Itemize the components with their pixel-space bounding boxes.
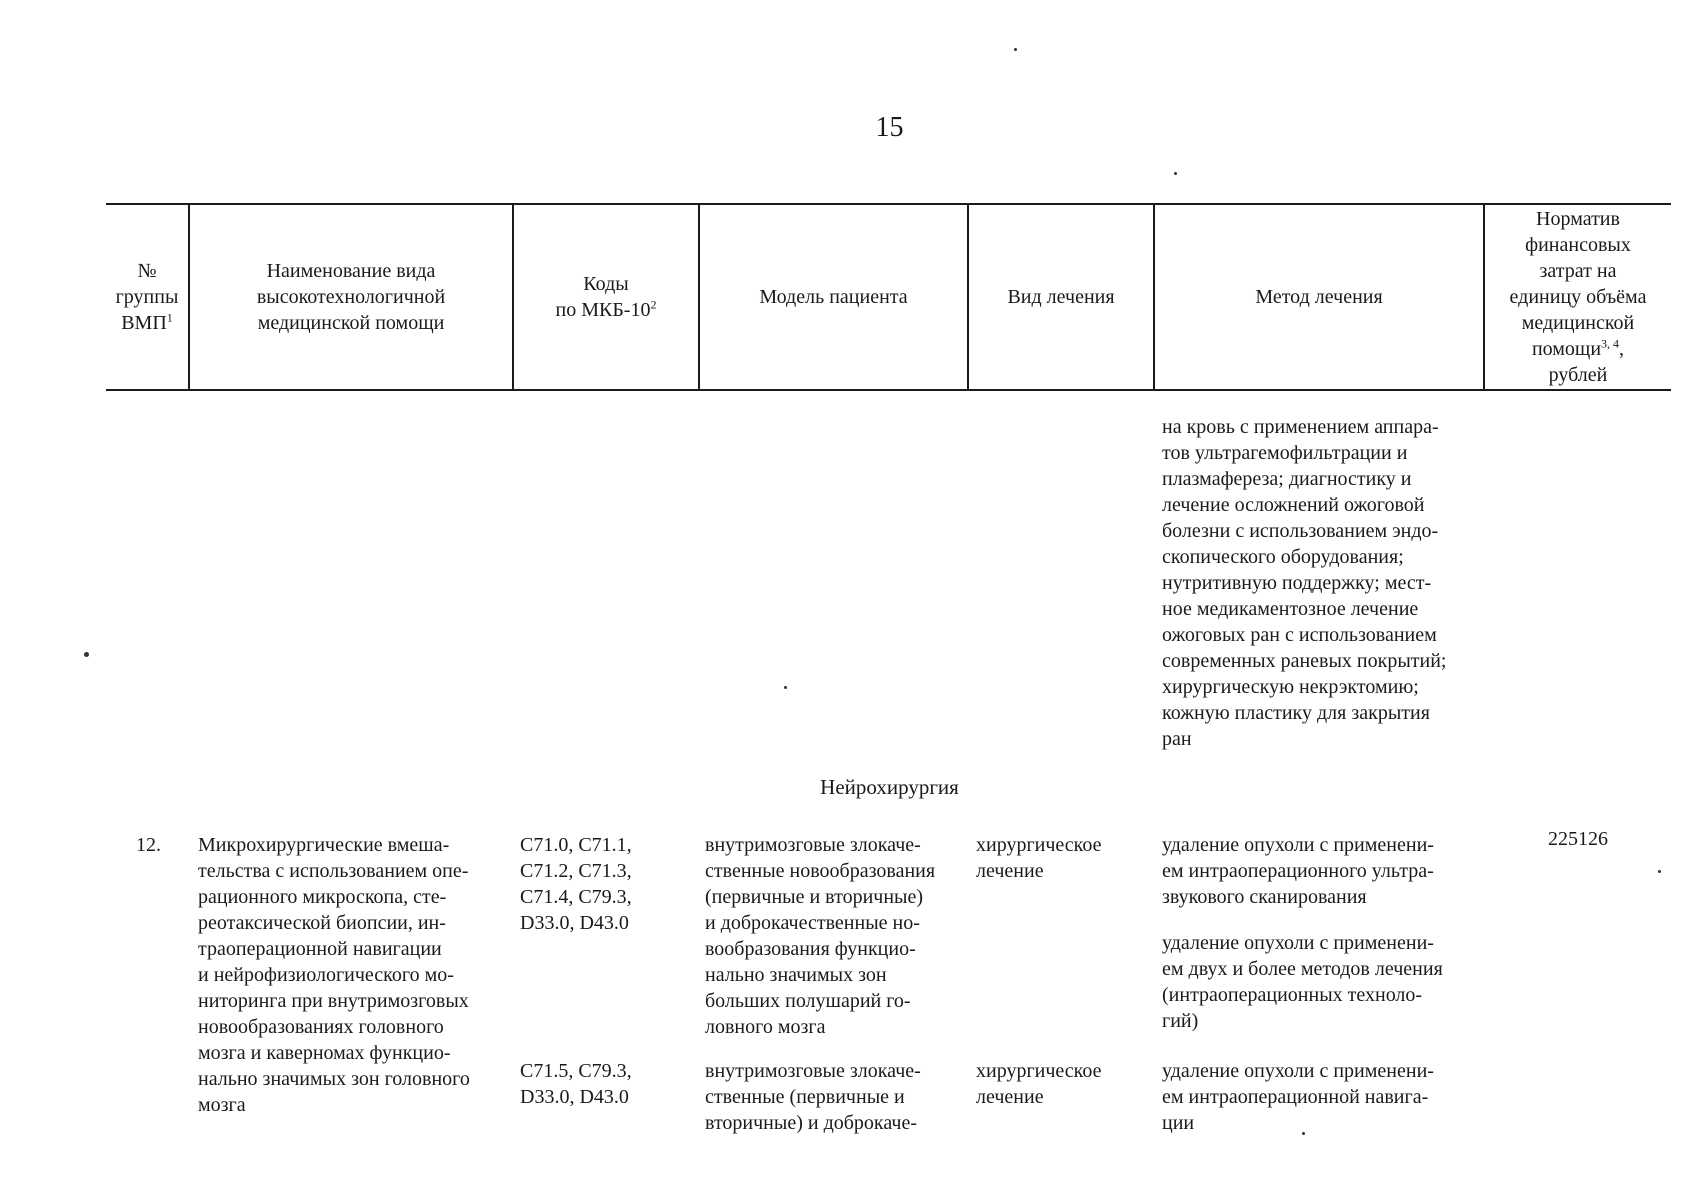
entry-method: удаление опухоли с применени- ем интраоперационной навига- ции — [1162, 1060, 1434, 1134]
entry-patient-model: внутримозговые злокаче- ственные новообразования (первичные и вторичные) и доброкачественные но- вообразования функцио- нально значимых зон больших полушарий го- ловного мозга — [705, 834, 936, 1038]
scan-speck — [1174, 172, 1177, 175]
scan-speck — [784, 686, 787, 689]
section-title: Нейрохирургия — [820, 775, 959, 799]
row-cost-norm: 225126 — [1548, 828, 1608, 850]
header-cost-norm: Норматив финансовых затрат на единицу объёма медицинской помощи$^{3, 4}$, рублей — [1509, 208, 1647, 386]
scan-speck — [1302, 1132, 1305, 1135]
entry-icd-codes: C71.5, C79.3, D33.0, D43.0 — [520, 1060, 632, 1108]
row-care-name: Микрохирургические вмеша- тельства с использованием опе- рационного микроскопа, сте- реотаксической биопсии, ин- траоперационной навигации и нейрофизиологического мо- ниторинга при внутримозговых новообразованиях головного мозга и каверномах функцио- нально значимых зон головного мозга — [198, 834, 470, 1116]
page-number: 15 — [875, 112, 904, 143]
header-group-number: № группы ВМП$^1$ — [115, 260, 179, 334]
header-patient-model: Модель пациента — [759, 286, 908, 308]
entry-patient-model: внутримозговые злокаче- ственные (первичные и вторичные) и доброкаче- — [705, 1060, 921, 1134]
header-icd-codes: Коды по МКБ-$10^2$ — [555, 273, 657, 321]
entry-treatment-type: хирургическое лечение — [976, 1060, 1102, 1108]
row-number: 12. — [136, 834, 161, 856]
header-treatment-type: Вид лечения — [1007, 286, 1115, 308]
continuation-method-text: на кровь с применением аппара- тов ультрагемофильтрации и плазмафереза; диагностику и лечение осложнений ожоговой болезни с использованием эндо- скопического оборудования; нутритивную поддержку; мест- ное медикаментозное лечение ожоговых ран с использованием современных раневых покрытий; хирургическую некрэктомию; кожную пластику для закрытия ран — [1162, 416, 1447, 750]
entry-icd-codes: C71.0, C71.1, C71.2, C71.3, C71.4, C79.3, D33.0, D43.0 — [520, 834, 632, 934]
entry-method: удаление опухоли с применени- ем двух и более методов лечения (интраоперационных техноло- гий) — [1162, 932, 1443, 1032]
header-treatment-method: Метод лечения — [1255, 286, 1383, 308]
scan-speck — [1658, 870, 1661, 873]
entry-treatment-type: хирургическое лечение — [976, 834, 1102, 882]
header-bottom-border — [106, 389, 1671, 391]
scan-speck — [84, 652, 89, 657]
entry-method: удаление опухоли с применени- ем интраоперационного ультра- звукового сканирования — [1162, 834, 1434, 908]
scan-speck — [1014, 48, 1017, 51]
header-care-name: Наименование вида высокотехнологичной медицинской помощи — [256, 260, 446, 334]
